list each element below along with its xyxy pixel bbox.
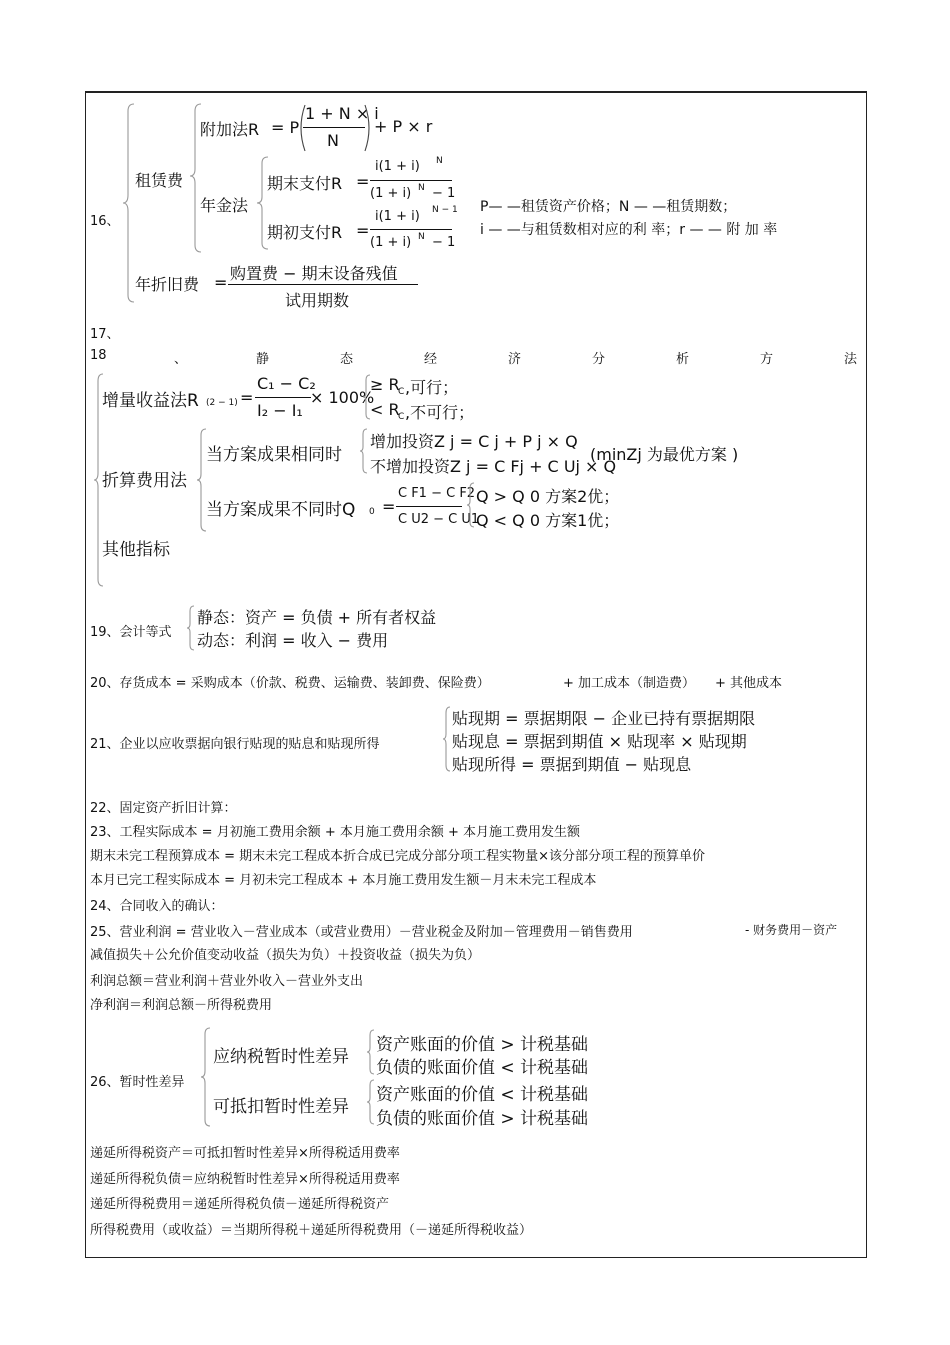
diff-cond-2: Q < Q 0 方案1优； (476, 511, 620, 530)
qichu-denominator: (1 + i) (370, 235, 412, 250)
qimo-eq: = (356, 172, 370, 191)
discount-period: 贴现期 = 票据期限 − 企业已持有票据期限 (452, 709, 756, 728)
zhejiu-label: 年折旧费 (135, 275, 200, 294)
zl-denominator: I₂ − I₁ (257, 401, 303, 420)
brace-21 (442, 706, 452, 772)
zengliang-sub: (2 − 1) (206, 398, 238, 408)
zl-cond-2-sub: C (398, 412, 405, 422)
diff-label: 当方案成果不同时Q (206, 500, 356, 520)
qimo-label: 期末支付R (267, 174, 343, 193)
taxable-liability: 负债的账面价值 < 计税基础 (376, 1058, 589, 1078)
brace-diff (466, 482, 476, 528)
discount-interest: 贴现息 = 票据到期值 × 贴现率 × 贴现期 (452, 732, 747, 751)
heading-char: 法 (844, 352, 858, 367)
dynamic-equation: 动态：利润 = 收入 − 费用 (197, 631, 389, 650)
qita-label: 其他指标 (102, 540, 170, 560)
deferred-tax-asset: 递延所得税资产＝可抵扣暂时性差异×所得税适用费率 (90, 1146, 400, 1161)
discount-proceeds: 贴现所得 = 票据到期值 − 贴现息 (452, 755, 692, 774)
qichu-numerator: i(1 + i) (375, 209, 420, 224)
same-cond-1: 增加投资Z j = C j + P j × Q (370, 432, 578, 451)
same-label: 当方案成果相同时 (206, 445, 342, 465)
fujia-numerator: 1 + N × i (305, 104, 379, 123)
equation-label: 19、会计等式 (90, 625, 172, 640)
item-23-line-3: 本月已完工程实际成本 = 月初未完工程成本 + 本月施工费用发生额－月末未完工程成本 (90, 873, 597, 888)
legend-note-1: P— —租赁资产价格；N — —租赁期数； (480, 199, 737, 215)
zhesuan-label: 折算费用法 (102, 471, 187, 491)
deferred-tax-expense: 递延所得税费用＝递延所得税负债－递延所得税资产 (90, 1197, 390, 1212)
deductible-liability: 负债的账面价值 > 计税基础 (376, 1109, 589, 1129)
item-25-line-4: 净利润＝利润总额－所得税费用 (90, 998, 273, 1013)
diff-numerator: C F1 − C F2 (398, 486, 476, 501)
income-tax-expense: 所得税费用（或收益）＝当期所得税＋递延所得税费用（－递延所得税收益） (90, 1223, 533, 1238)
temporary-diff-label: 26、暂时性差异 (90, 1075, 185, 1090)
deductible-diff: 可抵扣暂时性差异 (213, 1097, 349, 1117)
diff-sub: 0 (369, 507, 375, 517)
taxable-asset: 资产账面的价值 > 计税基础 (376, 1035, 589, 1055)
qimo-den-tail: − 1 (432, 186, 456, 201)
heading-char: 、 (174, 352, 188, 367)
heading-char: 静 (256, 352, 270, 367)
qichu-sup: N − 1 (432, 205, 458, 215)
same-cond-2: 不增加投资Z j = C Fj + C Uj × Q (370, 457, 617, 476)
heading-char: 18 (90, 348, 107, 363)
static-equation: 静态：资产 = 负债 + 所有者权益 (197, 608, 437, 627)
heading-char: 方 (760, 352, 774, 367)
brace-taxable (366, 1029, 376, 1075)
zl-numerator: C₁ − C₂ (257, 374, 316, 393)
qimo-numerator: i(1 + i) (375, 159, 420, 174)
discount-label: 21、企业以应收票据向银行贴现的贴息和贴现所得 (90, 737, 380, 752)
heading-char: 态 (340, 352, 354, 367)
inventory-cost-3: + 其他成本 (715, 676, 783, 691)
diff-eq: = (382, 497, 396, 516)
inventory-cost-1: 20、存货成本 = 采购成本（价款、税费、运输费、装卸费、保险费） (90, 676, 490, 691)
item-number: 16、 (90, 214, 120, 229)
qichu-label: 期初支付R (267, 223, 343, 242)
zhejiu-numerator: 购置费 − 期末设备残值 (230, 264, 398, 283)
item-25-line-2: 减值损失＋公允价值变动收益（损失为负）＋投资收益（损失为负） (90, 948, 481, 963)
qichu-den-sup: N (418, 232, 425, 242)
zengliang-label: 增量收益法R (102, 391, 199, 411)
zl-cond-1-sub: C (398, 387, 405, 397)
item-23-line-2: 期末未完工程预算成本 = 期末未完工程成本折合成已完成分部分项工程实物量×该分部分项工程的预算单价 (90, 849, 706, 864)
fujia-denominator: N (327, 131, 339, 150)
fujia-label: 附加法R (200, 120, 260, 139)
same-note: (minZj 为最优方案 ) (590, 445, 739, 464)
zl-cond-2-tail: ,不可行； (405, 403, 475, 422)
brace-26 (200, 1027, 212, 1127)
nianjin-label: 年金法 (200, 196, 249, 215)
heading-char: 分 (592, 352, 606, 367)
item-25-line-1b: - 财务费用－资产 (745, 923, 838, 937)
item-25-line-3: 利润总额＝营业利润＋营业外收入－营业外支出 (90, 974, 364, 989)
taxable-diff: 应纳税暂时性差异 (213, 1047, 349, 1067)
deductible-asset: 资产账面的价值 < 计税基础 (376, 1085, 589, 1105)
inventory-cost-2: + 加工成本（制造费） (563, 676, 696, 691)
brace-19 (186, 605, 196, 651)
item-23-line-1: 23、工程实际成本 = 月初施工费用余额 + 本月施工费用余额 + 本月施工费用发生额 (90, 825, 581, 840)
heading-char: 济 (508, 352, 522, 367)
zl-cond-1-tail: ,可行； (405, 378, 459, 397)
fujia-tail: + P × r (374, 117, 433, 136)
qimo-denominator: (1 + i) (370, 186, 412, 201)
item-22: 22、固定资产折旧计算： (90, 801, 237, 816)
diff-cond-1: Q > Q 0 方案2优； (476, 487, 620, 506)
qichu-eq: = (356, 221, 370, 240)
fujia-eq: = P (271, 118, 300, 137)
zl-percent: × 100% (310, 388, 375, 407)
deferred-tax-liability: 递延所得税负债＝应纳税暂时性差异×所得税适用费率 (90, 1172, 400, 1187)
brace-outer (122, 103, 136, 303)
qimo-sup: N (436, 156, 443, 166)
zulinfei-label: 租赁费 (135, 171, 184, 190)
qimo-den-sup: N (418, 183, 425, 193)
item-24: 24、合同收入的确认： (90, 899, 224, 914)
zl-cond-1: ≥ R (370, 375, 400, 394)
heading-char: 经 (424, 352, 438, 367)
zhejiu-denominator: 试用期数 (285, 291, 350, 310)
brace-deductible (366, 1079, 376, 1125)
item-17: 17、 (90, 327, 120, 342)
zengliang-eq: = (240, 388, 254, 407)
diff-denominator: C U2 − C U1 (398, 512, 480, 527)
qichu-den-tail: − 1 (432, 235, 456, 250)
item-25-line-1a: 25、营业利润 = 营业收入－营业成本（或营业费用）－营业税金及附加－管理费用－销售费用 (90, 925, 633, 940)
zhejiu-eq: = (214, 273, 228, 292)
legend-note-2: i — —与租赁数相对应的利 率；r — — 附 加 率 (480, 222, 778, 238)
zl-cond-2: < R (370, 400, 400, 419)
heading-char: 析 (676, 352, 690, 367)
brace-same (359, 428, 369, 474)
